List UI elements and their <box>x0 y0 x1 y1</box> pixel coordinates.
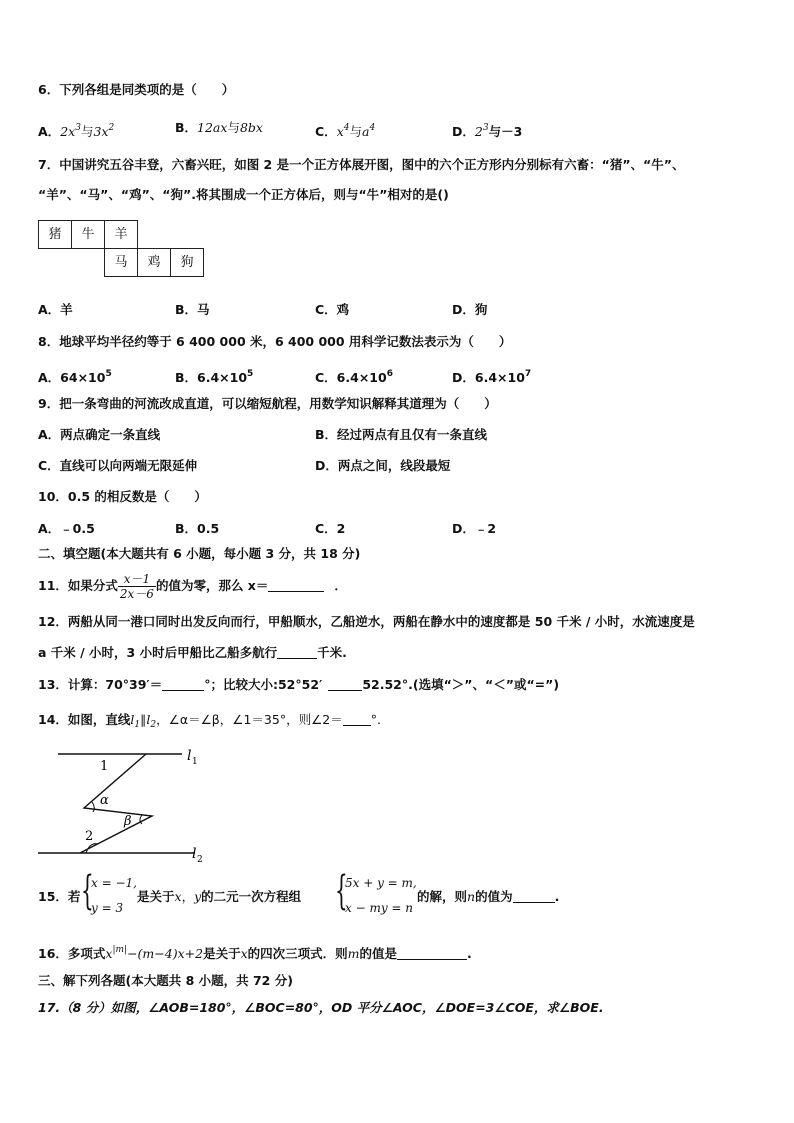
cube-cell-cow: 牛 <box>71 220 105 249</box>
q16-answer-blank[interactable] <box>397 947 467 960</box>
q15-system-2-eq2: x − my = n <box>345 901 414 915</box>
q8-stem: 8．地球平均半径约等于 6 400 000 米，6 400 000 用科学记数法表示为（ ） <box>38 334 512 349</box>
q7-option-b: B．马 <box>175 302 210 317</box>
q11: 11．如果分式 $\frac{x-1}{2x-6}$ 的值为零，那么 x＝ ． <box>38 572 347 601</box>
q6-option-c: C．$x^4$与$a^4$ <box>315 123 376 139</box>
q7-option-d: D．狗 <box>452 302 488 317</box>
cube-cell-pig: 猪 <box>38 220 72 249</box>
q13-answer-blank-2[interactable] <box>328 678 362 691</box>
q10-option-d: D．﹣2 <box>452 521 497 536</box>
cube-cell-sheep: 羊 <box>104 220 138 249</box>
q15-system-1-eq2: y = 3 <box>91 901 124 915</box>
cube-cell-chicken: 鸡 <box>137 248 171 277</box>
q12-line2: a 千米 / 小时，3 小时后甲船比乙船多航行 千米. <box>38 645 347 660</box>
q12-answer-blank[interactable] <box>277 646 317 659</box>
q15-system-2-eq1: 5x + y = m, <box>345 876 417 890</box>
q15-system-1-eq1: x = −1, <box>91 876 137 890</box>
angle-alpha-arc <box>92 802 94 812</box>
q15-suffix: 的解，则n的值为 . <box>417 889 560 904</box>
q9-option-d: D．两点之间，线段最短 <box>315 458 451 473</box>
q9-stem: 9．把一条弯曲的河流改成直道，可以缩短航程，用数学知识解释其道理为（ ） <box>38 396 497 411</box>
q14: 14．如图，直线$l_1\parallel l_2$，∠α＝∠β，∠1＝35°，则∠2＝ °. <box>38 712 381 730</box>
q16: 16．多项式$x^{|m|}-(m-4)x+2$是关于x的四次三项式．则m的值是 . <box>38 945 472 961</box>
fig-label-l2: l <box>192 846 197 862</box>
parallel-lines-figure <box>30 740 220 865</box>
q7-line1: 7．中国讲究五谷丰登，六畜兴旺，如图 2 是一个正方体展开图，图中的六个正方形内分别标有六畜：“猪”、“牛”、 <box>38 157 685 172</box>
cube-cell-dog: 狗 <box>170 248 204 277</box>
q15-answer-blank[interactable] <box>513 890 555 903</box>
section-heading-solve: 三、解下列各题(本大题共 8 小题，共 72 分) <box>38 973 293 988</box>
cube-cell-horse: 马 <box>104 248 138 277</box>
q12-line1: 12．两船从同一港口同时出发反向而行，甲船顺水，乙船逆水，两船在静水中的速度都是 50 千米 / 小时，水流速度是 <box>38 614 695 629</box>
q10-option-b: B．0.5 <box>175 521 220 536</box>
q10-option-a: A．﹣0.5 <box>38 521 95 536</box>
q7-line2: “羊”、“马”、“鸡”、“狗”.将其围成一个正方体后，则与“牛”相对的是() <box>38 187 449 202</box>
q10-stem: 10．0.5 的相反数是（ ） <box>38 489 207 504</box>
fig-label-2: 2 <box>85 829 94 844</box>
q8-option-c: C．$6.4\times 10^6$ <box>315 369 393 385</box>
q11-answer-blank[interactable] <box>268 579 324 592</box>
q15-brace-2: { <box>335 868 348 914</box>
q14-answer-blank[interactable] <box>343 713 371 726</box>
q6-option-a: A．$2x^3$与$3x^2$ <box>38 123 115 139</box>
q9-option-b: B．经过两点有且仅有一条直线 <box>315 427 488 442</box>
q9-option-c: C．直线可以向两端无限延伸 <box>38 458 198 473</box>
fig-label-l1-sub: 1 <box>192 757 198 767</box>
q6-option-d: D．$2^3$与－3 <box>452 123 523 139</box>
q15-middle: 是关于x，y的二元一次方程组 <box>137 889 302 904</box>
q11-fraction: $\frac{x-1}{2x-6}$ <box>119 572 154 601</box>
q7-option-c: C．鸡 <box>315 302 350 317</box>
q8-option-d: D．$6.4\times 10^7$ <box>452 369 532 385</box>
section-heading-fill-in: 二、填空题(本大题共有 6 小题，每小题 3 分，共 18 分) <box>38 546 361 561</box>
q17: 17.（8 分）如图，∠AOB=180°，∠BOC=80°，OD 平分∠AOC，∠DOE=3∠COE，求∠BOE. <box>38 1000 604 1015</box>
q10-option-c: C．2 <box>315 521 346 536</box>
q6-option-b: B．12ax与8bx <box>175 120 263 135</box>
fig-label-l1: l <box>187 748 192 764</box>
fig-label-1: 1 <box>100 759 109 774</box>
q15-brace-1: { <box>81 868 94 914</box>
q13-answer-blank-1[interactable] <box>162 678 204 691</box>
q7-option-a: A．羊 <box>38 302 73 317</box>
fig-label-l2-sub: 2 <box>197 855 203 865</box>
fig-label-beta: β <box>124 814 132 829</box>
q8-option-b: B．$6.4\times 10^5$ <box>175 369 254 385</box>
q13: 13．计算：70°39′＝ °；比较大小:52°52′ 52.52°.(选填“＞”、“＜”或“=”) <box>38 677 560 692</box>
q15-prefix: 15．若 <box>38 889 81 904</box>
q8-option-a: A．$64\times 10^5$ <box>38 369 112 385</box>
q9-option-a: A．两点确定一条直线 <box>38 427 161 442</box>
fig-label-alpha: α <box>100 793 109 808</box>
q6-stem: 6．下列各组是同类项的是（ ） <box>38 82 235 97</box>
